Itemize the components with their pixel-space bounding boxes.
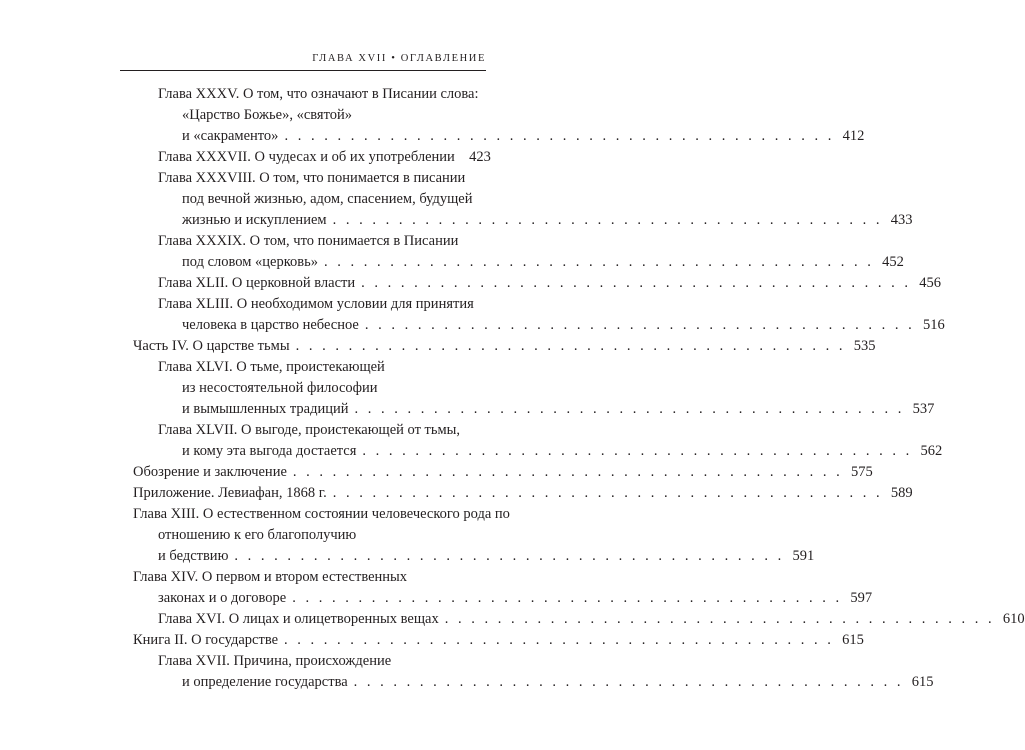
leader-dots: . . . . . . . . . . . . . . . . . . . . . . . . . . . . . . . . . . . . . . . . . . (332, 212, 883, 228)
leader-dots: . . . . . . . . . . . . . . . . . . . . . . . . . . . . . . . . . . . . . . . . . . (295, 338, 846, 354)
page-number: 615 (842, 632, 864, 648)
toc-entry-review-line1: Обозрение и заключение (133, 464, 287, 480)
toc-entry-ch39-line1: Глава XXXIX. О том, что понимается в Писании (158, 233, 459, 249)
page-number: 456 (919, 275, 941, 291)
leader-dots: . . . . . . . . . . . . . . . . . . . . . . . . . . . . . . . . . . . . . . . . . . (234, 548, 785, 564)
toc-entry-book2-line1: Книга II. О государстве (133, 632, 279, 648)
page-number: 589 (890, 485, 913, 501)
page-number: 535 (853, 338, 876, 354)
leader-dots: . . . . . . . . . . . . . . . . . . . . . . . . . . . . . . . . . . . . . . . . . . (354, 401, 905, 417)
toc-entry-ch42-line1: Глава XLII. О церковной власти (158, 275, 356, 291)
toc-entry-ch43 (182, 315, 945, 335)
page-number: 610 (1002, 611, 1025, 627)
leader-dots: . . . . . . . . . . . . . . . . . . . . . . . . . . . . . . . . . . . . . . . . . . (284, 128, 835, 144)
toc-entry-book2 (133, 630, 864, 650)
toc-entry-ch14 (158, 588, 873, 608)
toc-entry-ch38-line1: Глава XXXVIII. О том, что понимается в писании (158, 170, 466, 186)
toc-entry-ch13 (158, 546, 815, 566)
page-number: 591 (792, 548, 815, 564)
toc-entry-review (133, 462, 873, 482)
toc-entry-ch39 (182, 252, 904, 272)
page-number: 615 (911, 674, 934, 690)
toc-entry-ch43-line1: Глава XLIII. О необходимом условии для принятия (158, 296, 474, 312)
leader-dots: . . . . . . . . . . . . . . . . . . . . . . . . . . . . . . . . . . . . . . . . . . (364, 317, 915, 333)
toc-entry-ch37 (158, 147, 491, 167)
toc-entry-ch14-line1: Глава XIV. О первом и втором естественных (133, 569, 408, 585)
page-number: 597 (850, 590, 873, 606)
toc-entry-ch13-line1: Глава XIII. О естественном состоянии человеческого рода по (133, 506, 510, 522)
toc-entry-ch17-line1: Глава XVII. Причина, происхождение (158, 653, 392, 669)
page-number: 452 (882, 254, 904, 270)
toc-entry-ch38-line3: жизнью и искуплением (182, 212, 327, 228)
toc-entry-ch35-line3: и «сакраменто» (182, 128, 279, 144)
toc-entry-ch39-line2: под словом «церковь» (182, 254, 319, 270)
toc-entry-ch16-line1: Глава XVI. О лицах и олицетворенных вещах (158, 611, 439, 627)
toc-entry-ch42 (158, 273, 941, 293)
toc-entry-part4 (133, 336, 876, 356)
toc-entry-ch47 (182, 441, 943, 461)
toc-entry-ch13-line2: отношению к его благополучию (158, 527, 357, 543)
leader-dots: . . . . . . . . . . . . . . . . . . . . . . . . . . . . . . . . . . . . . . . . . . (353, 674, 904, 690)
leader-dots: . . . . . . . . . . . . . . . . . . . . . . . . . . . . . . . . . . . . . . . . . . (361, 275, 911, 291)
header-separator: • (391, 53, 397, 64)
toc-entry-ch46-line3: и вымышленных традиций (182, 401, 349, 417)
toc-entry-ch47-line2: и кому эта выгода достается (182, 443, 357, 459)
header-chapter: ГЛАВА XVII (312, 53, 387, 64)
toc-entry-ch17-line2: и определение государства (182, 674, 348, 690)
page-number: 433 (890, 212, 913, 228)
toc-entry-ch43-line2: человека в царство небесное (182, 317, 359, 333)
leader-dots: . . . . . . . . . . . . . . . . . . . . . . . . . . . . . . . . . . . . . . . . . . (444, 611, 995, 627)
toc-entry-ch13-line3: и бедствию (158, 548, 229, 564)
toc-entry-appendix-line1: Приложение. Левиафан, 1868 г. (133, 485, 327, 501)
leader-dots: . . . . . . . . . . . . . . . . . . . . . . . . . . . . . . . . . . . . . . . . . . (292, 464, 843, 480)
toc-entry-ch16 (158, 609, 1025, 629)
leader-dots: . . . . . . . . . . . . . . . . . . . . . . . . . . . . . . . . . . . . . . . . . . (292, 590, 843, 606)
page-number: 562 (920, 443, 943, 459)
toc-entry-ch46 (182, 399, 935, 419)
toc-entry-ch35-line2: «Царство Божье», «святой» (182, 107, 352, 123)
toc-entry-ch46-line2: из несостоятельной философии (182, 380, 378, 396)
leader-dots: . . . . . . . . . . . . . . . . . . . . . . . . . . . . . . . . . . . . . . . . . . (284, 632, 834, 648)
toc-entry-ch47-line1: Глава XLVII. О выгоде, проистекающей от тьмы, (158, 422, 461, 438)
toc-entry-ch37-line1: Глава XXXVII. О чудесах и об их употреблении (158, 149, 455, 165)
page-number: 575 (851, 464, 873, 480)
toc-entry-ch35 (182, 126, 865, 146)
page-number: 516 (922, 317, 945, 333)
toc-entry-ch35-line1: Глава XXXV. О том, что означают в Писании слова: (158, 86, 479, 102)
running-header (0, 53, 486, 64)
leader-dots: . . . . . . . . . . . . . . . . . . . . . . . . . . . . . . . . . . . . . . . . . . (332, 485, 883, 501)
toc-entry-ch17 (182, 672, 934, 692)
page-number: 537 (912, 401, 935, 417)
toc-entry-ch46-line1: Глава XLVI. О тьме, проистекающей (158, 359, 385, 375)
header-rule (120, 70, 486, 71)
leader-dots: . . . . . . . . . . . . . . . . . . . . . . . . . . . . . . . . . . . . . . . . . . (362, 443, 913, 459)
toc-entry-ch14-line2: законах и о договоре (158, 590, 287, 606)
page-number: 412 (842, 128, 865, 144)
toc-entry-ch38 (182, 210, 913, 230)
header-section: ОГЛАВЛЕНИЕ (400, 53, 486, 64)
toc-entry-part4-line1: Часть IV. О царстве тьмы (133, 338, 290, 354)
page-number: 423 (469, 149, 491, 165)
toc-entry-appendix (133, 483, 913, 503)
leader-dots: . . . . . . . . . . . . . . . . . . . . . . . . . . . . . . . . . . . . . . . . . . (324, 254, 874, 270)
toc-entry-ch38-line2: под вечной жизнью, адом, спасением, будущей (182, 191, 473, 207)
